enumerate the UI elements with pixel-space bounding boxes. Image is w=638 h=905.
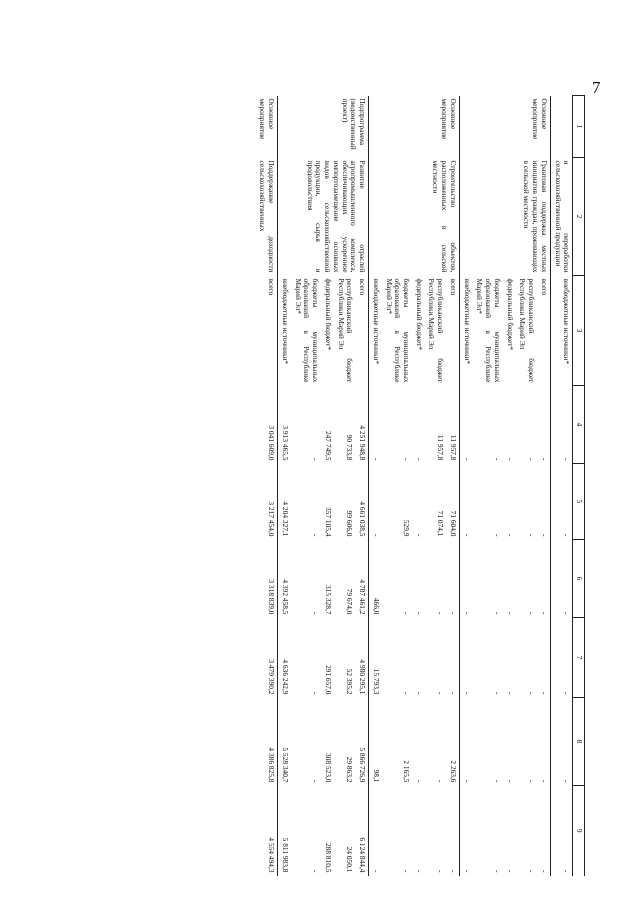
amount-cell: -	[311, 870, 321, 873]
amount-cell: -	[527, 692, 537, 695]
amount-cell: 288 810,5	[323, 842, 333, 873]
section-title-cell: Грантовая поддержка местных инициатив граждан, проживающих в сельской местности	[459, 158, 550, 276]
amount-cell: 24 050,1	[345, 846, 355, 873]
amount-cell: -	[414, 534, 424, 537]
amount-cell: 529,9	[401, 519, 411, 537]
amount-cell: -	[311, 458, 321, 461]
amount-cell: -	[537, 386, 550, 464]
section-type-cell: Подпрограмма (ведомственный проект)	[278, 96, 369, 158]
funding-source-cell: внебюджетные источники*	[562, 278, 572, 365]
amount-cell: 6 124 844,4	[355, 786, 368, 876]
amount-cell: 11 957,8	[436, 434, 446, 461]
amount-cell: 4 636 242,9	[280, 659, 290, 695]
amount-cell: -	[414, 870, 424, 873]
amount-cell: 98,1	[371, 769, 381, 783]
amount-cell: -	[527, 458, 537, 461]
page-number: 7	[592, 78, 601, 97]
section-title-cell: Поддержание доходности сельскохозяйственных	[256, 158, 278, 276]
header-row	[573, 96, 585, 876]
amount-cell: -	[371, 458, 381, 461]
section-type-cell: Основное мероприятие	[369, 96, 460, 158]
amount-cell: -	[462, 870, 472, 873]
section-title-cell: Развитие отраслей агропромышленного комплекса, обеспечивающих ускоренное импортозамещение основных видов сельскохозяйственной продукции, сырья и продовольствия	[278, 158, 369, 276]
amount-cell: -	[462, 612, 472, 615]
amount-cell: 11 957,8	[446, 386, 459, 464]
funding-source-cell: республиканский бюджет Республики Марий Эл	[518, 278, 537, 383]
funding-source-cell: федеральный бюджет*	[414, 278, 424, 351]
amount-cell: -	[462, 458, 472, 461]
amount-cell: -	[401, 612, 411, 615]
section-type-cell: Основное мероприятие	[256, 96, 278, 158]
funding-source-cell: всего	[355, 276, 368, 386]
amount-cell: -	[446, 540, 459, 618]
funding-source-cell: всего	[537, 276, 550, 386]
amount-cell: -	[401, 458, 411, 461]
header-cell: 8	[573, 698, 585, 786]
amount-cell: -	[436, 870, 446, 873]
amount-cell: -	[401, 692, 411, 695]
amount-cell: 4 204 327,1	[280, 501, 290, 537]
amount-cell: -	[505, 692, 515, 695]
amount-cell: -	[537, 618, 550, 698]
header-cell: 4	[573, 386, 585, 464]
amount-cell: 4 980 295,1	[355, 618, 368, 698]
section-title-cell: и переработки сельскохозяйственной продукции	[553, 160, 572, 273]
table-body	[256, 96, 585, 876]
header-cell: 3	[573, 276, 585, 386]
funding-source-cell: внебюджетные источники*	[280, 278, 290, 365]
amount-cell: -	[527, 612, 537, 615]
header-cell: 5	[573, 464, 585, 540]
funding-source-cell: всего	[256, 276, 278, 386]
amount-cell: -	[492, 870, 502, 873]
amount-cell: 71 074,1	[436, 510, 446, 537]
amount-cell: -	[505, 612, 515, 615]
amount-cell: 4 661 038,5	[355, 464, 368, 540]
header-cell: 2	[573, 158, 585, 276]
amount-cell: -	[527, 534, 537, 537]
amount-cell: 5 528 340,7	[280, 747, 290, 783]
amount-cell: 2 263,6	[446, 698, 459, 786]
amount-cell: -	[371, 870, 381, 873]
amount-cell: -	[505, 534, 515, 537]
amount-cell: 308 523,0	[323, 752, 333, 783]
amount-cell: 3 217 454,0	[256, 464, 278, 540]
funding-source-cell: бюджеты муниципальных образований в Республике Марий Эл*	[293, 278, 321, 383]
amount-cell: -	[311, 612, 321, 615]
header-cell: 1	[573, 96, 585, 158]
funding-source-cell: бюджеты муниципальных образований в Республике Марий Эл*	[384, 278, 411, 383]
amount-cell: 90 733,8	[345, 434, 355, 461]
amount-cell: 3 318 839,0	[256, 540, 278, 618]
amount-cell: -	[505, 780, 515, 783]
amount-cell: -	[436, 692, 446, 695]
amount-cell: -	[492, 692, 502, 695]
amount-cell: 99 606,0	[345, 510, 355, 537]
amount-cell: -	[462, 534, 472, 537]
amount-cell: -	[462, 780, 472, 783]
amount-cell: -	[562, 534, 572, 537]
amount-cell: -	[537, 464, 550, 540]
amount-cell: 15 793,3	[371, 668, 381, 695]
amount-cell: 79 674,0	[345, 588, 355, 615]
amount-cell: 315 328,7	[323, 584, 333, 615]
section-type-cell: Основное мероприятие	[459, 96, 550, 158]
amount-cell: 4 554 494,3	[256, 786, 278, 876]
amount-cell: -	[311, 534, 321, 537]
amount-cell: -	[436, 612, 446, 615]
header-cell: 6	[573, 540, 585, 618]
amount-cell: -	[311, 692, 321, 695]
amount-cell: -	[537, 786, 550, 876]
section-type-cell	[550, 96, 572, 158]
amount-cell: -	[436, 780, 446, 783]
amount-cell: -	[527, 780, 537, 783]
amount-cell: 3 913 465,5	[280, 425, 290, 461]
amount-cell: -	[446, 786, 459, 876]
amount-cell: -	[527, 870, 537, 873]
amount-cell: -	[492, 780, 502, 783]
amount-cell: 71 604,0	[446, 464, 459, 540]
amount-cell: -	[492, 534, 502, 537]
amount-cell: -	[562, 692, 572, 695]
amount-cell: -	[562, 612, 572, 615]
amount-cell: 4 392 458,5	[280, 579, 290, 615]
table-row	[537, 96, 550, 876]
amount-cell: -	[562, 870, 572, 873]
amount-cell: -	[371, 534, 381, 537]
amount-cell: 4 787 461,2	[355, 540, 368, 618]
funding-source-cell: республиканский бюджет Республики Марий Эл	[427, 278, 446, 383]
budget-table	[256, 95, 585, 876]
amount-cell: -	[414, 692, 424, 695]
amount-cell: 3 479 390,2	[256, 618, 278, 698]
amount-cell: -	[562, 780, 572, 783]
amount-cell: 52 395,2	[345, 668, 355, 695]
amount-cell: -	[401, 870, 411, 873]
amount-cell: -	[537, 540, 550, 618]
amount-cell: -	[446, 618, 459, 698]
table-row	[446, 96, 459, 876]
amount-cell: -	[492, 612, 502, 615]
amount-cell: -	[414, 612, 424, 615]
amount-cell: -	[505, 870, 515, 873]
amount-cell: -	[414, 458, 424, 461]
amount-cell: -	[505, 458, 515, 461]
amount-cell: 3 041 609,0	[256, 386, 278, 464]
funding-source-cell: внебюджетные источники*	[371, 278, 381, 365]
funding-source-cell: федеральный бюджет*	[505, 278, 515, 351]
rotated-table-container	[85, 95, 585, 875]
section-title-cell: Строительство объектов, расположенных в сельской местности	[369, 158, 460, 276]
table-row	[550, 96, 572, 876]
funding-source-cell: федеральный бюджет*	[323, 278, 333, 351]
funding-source-cell: бюджеты муниципальных образований в Республике Марий Эл*	[475, 278, 502, 383]
header-cell: 9	[573, 786, 585, 876]
amount-cell: 466,0	[371, 597, 381, 615]
amount-cell: -	[537, 698, 550, 786]
amount-cell: 357 105,4	[323, 506, 333, 537]
table-row	[256, 96, 278, 876]
amount-cell: 4 386 825,8	[256, 698, 278, 786]
amount-cell: 247 749,5	[323, 430, 333, 461]
amount-cell: 5 811 983,8	[280, 837, 290, 873]
amount-cell: -	[562, 458, 572, 461]
table-row	[355, 96, 368, 876]
funding-source-cell: внебюджетные источники*	[462, 278, 472, 365]
amount-cell: 5 866 726,9	[355, 698, 368, 786]
amount-cell: 4 251 948,8	[355, 386, 368, 464]
header-cell: 7	[573, 618, 585, 698]
amount-cell: -	[311, 780, 321, 783]
funding-source-cell: всего	[446, 276, 459, 386]
amount-cell: -	[462, 692, 472, 695]
amount-cell: -	[492, 458, 502, 461]
amount-cell: 2 165,5	[401, 760, 411, 783]
funding-source-cell: республиканский бюджет Республики Марий Эл	[336, 278, 355, 383]
amount-cell: -	[414, 780, 424, 783]
amount-cell: 29 863,2	[345, 756, 355, 783]
amount-cell: 291 657,0	[323, 664, 333, 695]
